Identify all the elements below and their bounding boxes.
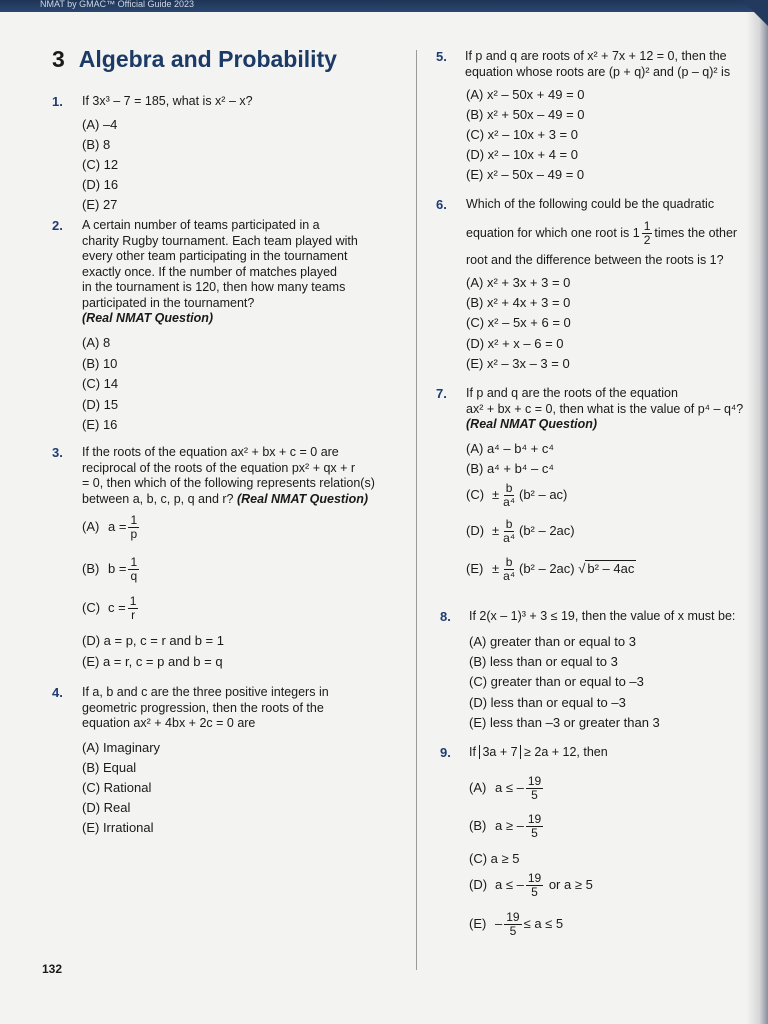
option-c[interactable]: (C) greater than or equal to –3 (469, 674, 644, 689)
fraction (504, 911, 521, 938)
option-lhs: a ≤ – (495, 876, 524, 892)
text-line: in the tournament is 120, then how many teams (82, 280, 346, 294)
option-label: (B) (82, 560, 100, 576)
text-line: equation whose roots are (p + q)² and (p – q)² is (465, 64, 731, 79)
text-line: If p and q are the roots of the equation (466, 386, 678, 400)
option-a[interactable] (82, 514, 141, 541)
option-label: (A) (82, 518, 100, 534)
text-line: charity Rugby tournament. Each team played with (82, 233, 358, 248)
text-line: If p and q are roots of x² + 7x + 12 = 0, then the (465, 49, 727, 63)
numerator: 19 (506, 910, 520, 924)
option-d[interactable]: (D) x² + x – 6 = 0 (466, 336, 564, 351)
question-text (466, 386, 743, 433)
denominator: 5 (531, 826, 538, 840)
square-root-term: b² – 4ac (587, 560, 635, 576)
question-text-line2 (466, 220, 737, 247)
fraction (526, 813, 543, 840)
fraction (501, 482, 517, 509)
chapter-title: Algebra and Probability (78, 46, 337, 72)
denominator: q (130, 569, 138, 583)
text-line: ax² + bx + c = 0, then what is the value of p⁴ – q⁴? (466, 401, 744, 416)
option-e[interactable]: (E) 16 (82, 417, 118, 432)
text-span: If (469, 745, 476, 759)
denominator: 5 (531, 885, 538, 899)
option-c[interactable]: (C) 14 (82, 376, 119, 391)
denominator: p (130, 527, 138, 541)
denominator: a⁴ (503, 531, 515, 545)
option-lhs: a = (108, 518, 127, 534)
question-number: 4. (52, 685, 63, 700)
option-c[interactable]: (C) x² – 10x + 3 = 0 (466, 127, 578, 142)
option-d[interactable]: (D) 16 (82, 177, 119, 192)
option-d[interactable]: (D) x² – 10x + 4 = 0 (466, 147, 578, 162)
option-lhs: b = (108, 560, 127, 576)
denominator: 5 (509, 924, 517, 938)
text-line: Which of the following could be the quadratic (466, 197, 715, 211)
option-label: (B) (469, 817, 487, 833)
option-rest: (b² – 2ac) (518, 522, 575, 538)
option-c[interactable]: (C) a ≥ 5 (469, 851, 520, 866)
option-d[interactable]: (D) 15 (82, 397, 119, 412)
text-line: exactly once. If the number of matches played (82, 264, 337, 279)
numerator: b (505, 555, 513, 569)
text-span: between a, b, c, p, q and r? (82, 491, 234, 506)
text-line: = 0, then which of the following represents relation(s) (82, 476, 375, 490)
numerator: b (505, 517, 513, 531)
option-a[interactable]: (A) –4 (82, 117, 118, 132)
text-line (82, 492, 375, 508)
fraction (128, 595, 139, 622)
question-number: 9. (440, 745, 451, 760)
numerator: 1 (129, 594, 137, 608)
denominator: a⁴ (503, 495, 515, 509)
option-rest: (b² – ac) (518, 486, 568, 502)
question-text (82, 445, 375, 507)
option-label: (E) (466, 560, 484, 576)
option-label: (D) (466, 522, 485, 538)
top-header-bar (0, 0, 768, 12)
page-number: 132 (42, 962, 63, 976)
fraction (526, 775, 543, 802)
chapter-heading (52, 46, 337, 73)
question-number: 1. (52, 94, 63, 109)
option-b[interactable]: (B) x² + 50x – 49 = 0 (466, 107, 585, 122)
denominator: a⁴ (503, 569, 515, 583)
text-span: ≥ 2a + 12, then (524, 745, 608, 759)
fraction (501, 556, 517, 583)
option-c[interactable]: (C) 12 (82, 157, 119, 172)
option-b[interactable]: (B) less than or equal to 3 (469, 654, 618, 669)
option-rest: ≤ a ≤ 5 (523, 915, 564, 931)
running-title: NMAT by GMAC™ Official Guide 2023 (40, 0, 195, 9)
question-text (82, 685, 329, 732)
option-e[interactable]: (E) Irrational (82, 820, 154, 835)
option-d[interactable] (466, 518, 575, 545)
fraction (526, 872, 543, 899)
question-number: 8. (440, 609, 451, 624)
text-line: reciprocal of the roots of the equation px² + qx + r (82, 460, 356, 475)
numerator: 19 (527, 812, 542, 826)
denominator: 5 (531, 788, 538, 802)
plus-minus: ± (492, 486, 500, 502)
fraction (501, 518, 517, 545)
option-a[interactable]: (A) x² + 3x + 3 = 0 (466, 275, 571, 290)
option-label: (A) (469, 779, 487, 795)
option-label: (D) (469, 876, 488, 892)
page-edge-shadow (746, 0, 768, 1024)
question-number: 3. (52, 445, 63, 460)
option-d[interactable] (469, 872, 593, 899)
option-rest: or a ≥ 5 (548, 876, 593, 892)
option-e[interactable]: (E) x² – 3x – 3 = 0 (466, 356, 570, 371)
plus-minus: ± (492, 522, 500, 538)
option-c[interactable]: (C) x² – 5x + 6 = 0 (466, 315, 571, 330)
question-text: If 3x³ – 7 = 185, what is x² – x? (82, 94, 253, 108)
fraction (128, 556, 139, 583)
option-label: (C) (82, 599, 101, 615)
option-lhs: a ≤ – (495, 779, 524, 795)
option-c[interactable] (82, 595, 140, 622)
numerator: 19 (527, 871, 542, 885)
option-e[interactable]: (E) a = r, c = p and b = q (82, 654, 223, 669)
option-a[interactable] (469, 775, 545, 802)
question-number: 6. (436, 197, 447, 212)
option-b[interactable]: (B) 10 (82, 356, 118, 371)
text-line: equation ax² + 4bx + 2c = 0 are (82, 716, 256, 730)
option-b[interactable] (469, 813, 545, 840)
text-line: participated in the tournament? (82, 295, 255, 310)
real-nmat-tag: (Real NMAT Question) (82, 311, 214, 325)
chapter-number: 3 (52, 46, 65, 72)
text-line: every other team participating in the tournament (82, 249, 348, 263)
option-d[interactable]: (D) a = p, c = r and b = 1 (82, 633, 224, 648)
question-number: 5. (436, 49, 447, 64)
option-c[interactable] (466, 482, 567, 509)
numerator: 19 (527, 774, 542, 788)
fraction (128, 514, 139, 541)
option-b[interactable] (82, 556, 141, 583)
option-label: (C) (466, 486, 485, 502)
text-line: If a, b and c are the three positive integers in (82, 685, 329, 699)
text-line: geometric progression, then the roots of the (82, 700, 324, 715)
column-divider (416, 50, 417, 970)
question-text (466, 197, 714, 213)
option-label: (E) (469, 915, 487, 931)
numerator: 1 (643, 219, 651, 233)
option-b[interactable]: (B) 8 (82, 137, 111, 152)
question-number: 7. (436, 386, 447, 401)
question-text (82, 218, 358, 327)
question-text: If 2(x – 1)³ + 3 ≤ 19, then the value of x must be: (469, 609, 736, 623)
real-nmat-tag: (Real NMAT Question) (236, 491, 369, 506)
option-a[interactable]: (A) greater than or equal to 3 (469, 634, 636, 649)
option-e[interactable]: (E) less than –3 or greater than 3 (469, 715, 660, 730)
option-d[interactable]: (D) less than or equal to –3 (469, 695, 626, 710)
question-number: 2. (52, 218, 63, 233)
option-lhs: c = (108, 599, 126, 615)
fraction (642, 220, 653, 247)
absolute-value: 3a + 7 (479, 745, 520, 759)
option-e[interactable]: (E) ± $\frac{b}{\text{a⁴}}$ (b² – 2ac) √ b² – 4ac (466, 555, 635, 583)
option-e[interactable] (469, 911, 563, 938)
denominator: 2 (643, 233, 651, 247)
text-span: equation for which one root is 1 (466, 225, 640, 240)
option-d[interactable]: (D) Real (82, 800, 131, 815)
numerator: b (505, 481, 513, 495)
question-text (469, 745, 608, 761)
option-e[interactable]: (E) 27 (82, 197, 118, 212)
text-span: times the other (654, 225, 738, 240)
text-line: A certain number of teams participated in a (82, 218, 320, 232)
question-text (465, 49, 730, 80)
option-b[interactable]: (B) a⁴ + b⁴ – c⁴ (466, 461, 554, 476)
option-a[interactable]: (A) x² – 50x + 49 = 0 (466, 87, 585, 102)
option-a[interactable]: (A) Imaginary (82, 740, 161, 755)
option-lhs: a ≥ – (495, 817, 524, 833)
page-corner (742, 0, 768, 26)
option-lhs: – (495, 915, 503, 931)
denominator: r (131, 608, 136, 622)
option-c[interactable]: (C) Rational (82, 780, 152, 795)
option-a[interactable]: (A) 8 (82, 335, 111, 350)
text-line: If the roots of the equation ax² + bx + c = 0 are (82, 445, 339, 459)
option-b[interactable]: (B) Equal (82, 760, 137, 775)
numerator: 1 (130, 555, 138, 569)
option-b[interactable]: (B) x² + 4x + 3 = 0 (466, 295, 571, 310)
option-e[interactable]: (E) x² – 50x – 49 = 0 (466, 167, 585, 182)
option-a[interactable]: (A) a⁴ – b⁴ + c⁴ (466, 441, 554, 456)
real-nmat-tag: (Real NMAT Question) (466, 417, 598, 431)
numerator: 1 (130, 513, 138, 527)
option-rest: (b² – 2ac) (518, 560, 575, 576)
plus-minus: ± (492, 560, 500, 576)
question-text-line3: root and the difference between the roots is 1? (466, 253, 724, 267)
